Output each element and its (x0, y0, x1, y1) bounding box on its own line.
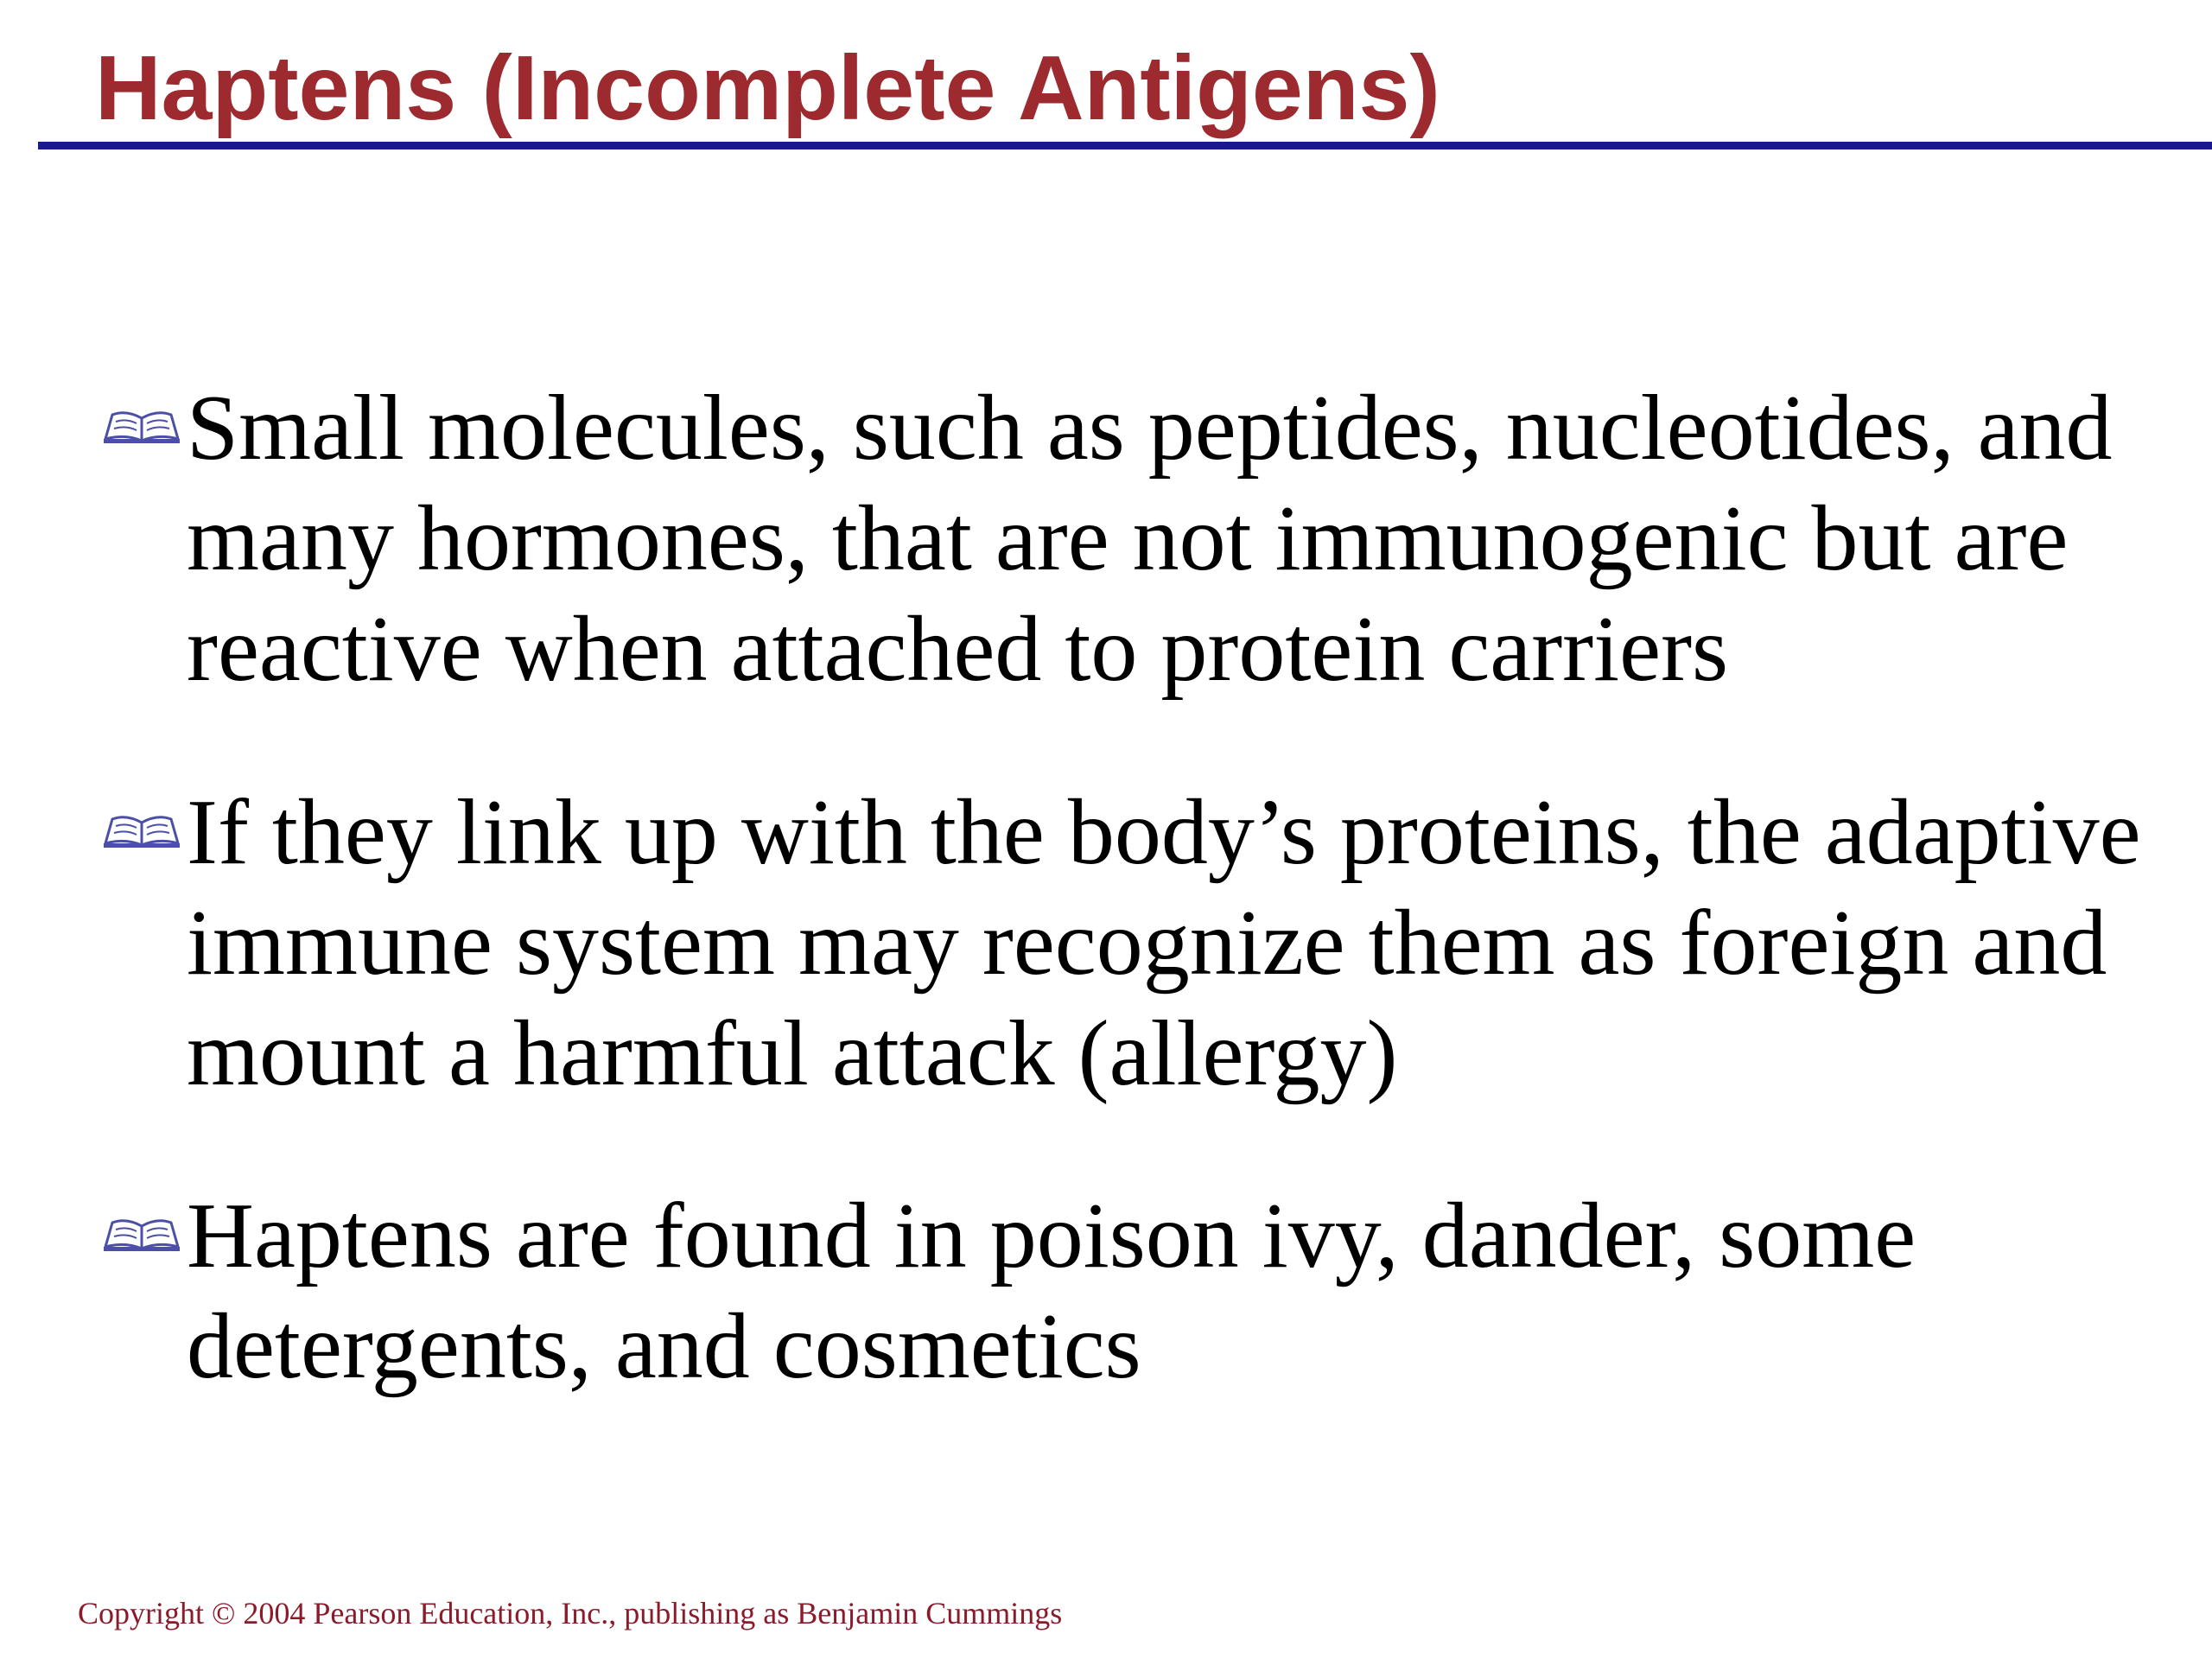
bullet-line: mount a harmful attack (allergy) (187, 1002, 1398, 1105)
bullet-line: many hormones, that are not immunogenic but are (187, 487, 2069, 590)
copyright-footer: Copyright © 2004 Pearson Education, Inc., publishing as Benjamin Cummings (78, 1596, 1063, 1630)
bullet-line: Haptens are found in poison ivy, dander, some (187, 1185, 1916, 1287)
bullet-line: reactive when attached to protein carriers (187, 598, 1729, 701)
bullet-line: Small molecules, such as peptides, nucleotides, and (187, 377, 2113, 480)
bullet-line: If they link up with the body’s proteins, the adaptive (187, 781, 2141, 884)
title-divider (38, 142, 2212, 149)
slide-title: Haptens (Incomplete Antigens) (95, 37, 1440, 139)
open-book-icon (102, 1216, 181, 1252)
bullet-line: detergents, and cosmetics (187, 1295, 1141, 1398)
bullet-line: immune system may recognize them as foreign and (187, 892, 2107, 995)
open-book-icon (102, 408, 181, 444)
bullet-text (180, 373, 2193, 705)
bullet-text (180, 778, 2193, 1109)
bullet-text (180, 1181, 2193, 1402)
open-book-icon (102, 812, 181, 849)
